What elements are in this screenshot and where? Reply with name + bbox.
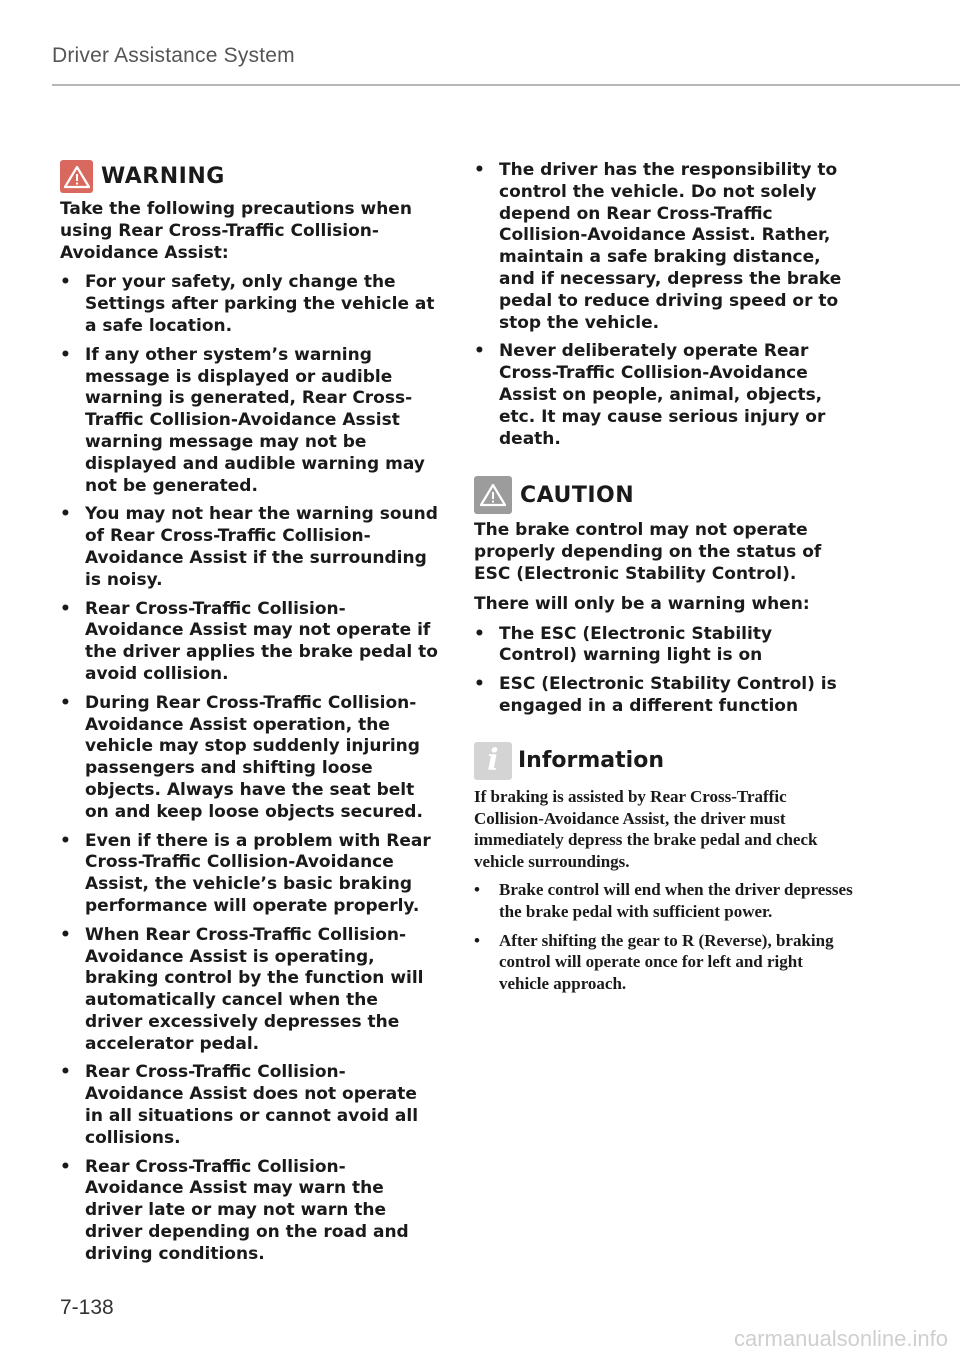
info-icon: i bbox=[474, 742, 512, 780]
warning-intro: Take the following precautions when using Rear Cross-Traffic Collision-Avoidance Assist: bbox=[60, 199, 412, 263]
right-column bbox=[474, 160, 854, 1002]
list-item: • Even if there is a problem with Rear Cross-Traffic Collision-Avoidance Assist, the vehicle’s basic braking performance will operate properly. bbox=[60, 831, 438, 918]
information-heading bbox=[474, 742, 854, 780]
caution-triangle-icon bbox=[474, 476, 512, 514]
list-item: • For your safety, only change the Settings after parking the vehicle at a safe location. bbox=[60, 272, 438, 337]
information-list bbox=[474, 879, 854, 995]
caution-block bbox=[474, 476, 854, 717]
warning-title: WARNING bbox=[101, 164, 225, 189]
list-item: • ESC (Electronic Stability Control) is engaged in a different function bbox=[474, 674, 854, 718]
caution-list bbox=[474, 624, 854, 718]
list-item: • During Rear Cross-Traffic Collision-Avoidance Assist operation, the vehicle may stop suddenly injuring passengers and shifting loose objects. Always have the seat belt on and keep loose objects secured. bbox=[60, 693, 438, 824]
warning-list bbox=[60, 272, 438, 1265]
list-item: • The driver has the responsibility to control the vehicle. Do not solely depend on Rear Cross-Traffic Collision-Avoidance Assist. Rather, maintain a safe braking distance, and if necessary, depress the brake pedal to reduce driving speed or to stop the vehicle. bbox=[474, 160, 854, 334]
list-item: • After shifting the gear to R (Reverse), braking control will operate once for left and right vehicle approach. bbox=[474, 930, 854, 995]
caution-heading bbox=[474, 476, 854, 514]
header-divider bbox=[52, 84, 960, 86]
list-item: • The ESC (Electronic Stability Control) warning light is on bbox=[474, 624, 854, 668]
watermark: carmanualsonline.info bbox=[733, 1326, 948, 1351]
information-intro: If braking is assisted by Rear Cross-Traffic Collision-Avoidance Assist, the driver must immediately depress the brake pedal and check vehicle surroundings. bbox=[474, 786, 818, 872]
list-item: • Rear Cross-Traffic Collision-Avoidance Assist does not operate in all situations or cannot avoid all collisions. bbox=[60, 1062, 438, 1149]
caution-intro: The brake control may not operate properly depending on the status of ESC (Electronic Stability Control). bbox=[474, 520, 822, 584]
list-item: • Rear Cross-Traffic Collision-Avoidance Assist may warn the driver late or may not warn the driver depending on the road and driving conditions. bbox=[60, 1157, 438, 1266]
caution-lead: There will only be a warning when: bbox=[474, 593, 810, 614]
warning-heading bbox=[60, 160, 438, 193]
warning-list-continued bbox=[474, 160, 854, 450]
list-item: • Brake control will end when the driver depresses the brake pedal with sufficient power. bbox=[474, 879, 854, 923]
caution-title: CAUTION bbox=[520, 482, 635, 508]
left-column bbox=[60, 160, 438, 1273]
warning-triangle-icon bbox=[60, 160, 93, 193]
list-item: • Rear Cross-Traffic Collision-Avoidance Assist may not operate if the driver applies the brake pedal to avoid collision. bbox=[60, 599, 438, 686]
running-header: Driver Assistance System bbox=[52, 44, 295, 67]
list-item: • If any other system’s warning message is displayed or audible warning is generated, Rear Cross-Traffic Collision-Avoidance Assist warning message may not be displayed and audible warning may not be generated. bbox=[60, 345, 438, 498]
list-item: • Never deliberately operate Rear Cross-Traffic Collision-Avoidance Assist on people, animal, objects, etc. It may cause serious injury or death. bbox=[474, 341, 854, 450]
list-item: • When Rear Cross-Traffic Collision-Avoidance Assist is operating, braking control by the function will automatically cancel when the driver excessively depresses the accelerator pedal. bbox=[60, 925, 438, 1056]
list-item: • You may not hear the warning sound of Rear Cross-Traffic Collision-Avoidance Assist if the surrounding is noisy. bbox=[60, 504, 438, 591]
page-number: 7-138 bbox=[60, 1296, 114, 1319]
information-block bbox=[474, 742, 854, 995]
information-title: Information bbox=[518, 748, 664, 774]
